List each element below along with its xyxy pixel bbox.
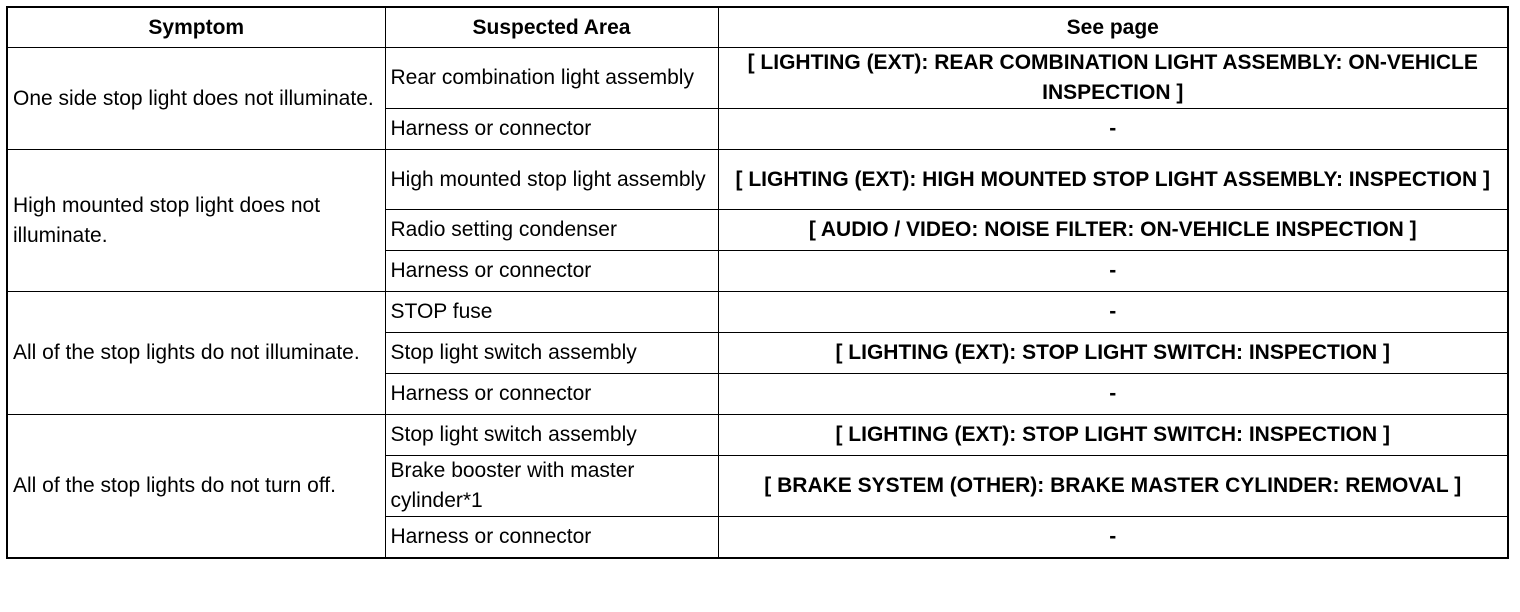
header-row	[7, 7, 1508, 48]
symptom-cell: One side stop light does not illuminate.	[7, 48, 385, 150]
see-page-cell: -	[718, 251, 1508, 292]
suspected-area-cell: Harness or connector	[385, 109, 718, 150]
suspected-area-cell: Brake booster with master cylinder*1	[385, 456, 718, 517]
suspected-area-cell: Harness or connector	[385, 517, 718, 559]
see-page-cell: -	[718, 292, 1508, 333]
table-row	[7, 150, 1508, 210]
troubleshooting-table	[6, 6, 1509, 559]
see-page-cell: [ AUDIO / VIDEO: NOISE FILTER: ON-VEHICLE INSPECTION ]	[718, 210, 1508, 251]
symptom-cell: All of the stop lights do not turn off.	[7, 415, 385, 559]
see-page-cell: [ LIGHTING (EXT): STOP LIGHT SWITCH: INSPECTION ]	[718, 415, 1508, 456]
suspected-area-cell: Rear combination light assembly	[385, 48, 718, 109]
suspected-area-cell: Harness or connector	[385, 251, 718, 292]
header-suspected-area: Suspected Area	[385, 7, 718, 48]
symptom-cell: High mounted stop light does not illuminate.	[7, 150, 385, 292]
see-page-cell: [ BRAKE SYSTEM (OTHER): BRAKE MASTER CYLINDER: REMOVAL ]	[718, 456, 1508, 517]
see-page-cell: [ LIGHTING (EXT): STOP LIGHT SWITCH: INSPECTION ]	[718, 333, 1508, 374]
see-page-cell: -	[718, 374, 1508, 415]
see-page-cell: -	[718, 109, 1508, 150]
suspected-area-cell: Stop light switch assembly	[385, 415, 718, 456]
symptom-cell: All of the stop lights do not illuminate.	[7, 292, 385, 415]
see-page-cell: [ LIGHTING (EXT): HIGH MOUNTED STOP LIGHT ASSEMBLY: INSPECTION ]	[718, 150, 1508, 210]
table-row	[7, 415, 1508, 456]
suspected-area-cell: STOP fuse	[385, 292, 718, 333]
suspected-area-cell: Stop light switch assembly	[385, 333, 718, 374]
see-page-cell: [ LIGHTING (EXT): REAR COMBINATION LIGHT ASSEMBLY: ON-VEHICLE INSPECTION ]	[718, 48, 1508, 109]
suspected-area-cell: High mounted stop light assembly	[385, 150, 718, 210]
table-row	[7, 292, 1508, 333]
header-symptom: Symptom	[7, 7, 385, 48]
suspected-area-cell: Radio setting condenser	[385, 210, 718, 251]
suspected-area-cell: Harness or connector	[385, 374, 718, 415]
header-see-page: See page	[718, 7, 1508, 48]
see-page-cell: -	[718, 517, 1508, 559]
table-row	[7, 48, 1508, 109]
